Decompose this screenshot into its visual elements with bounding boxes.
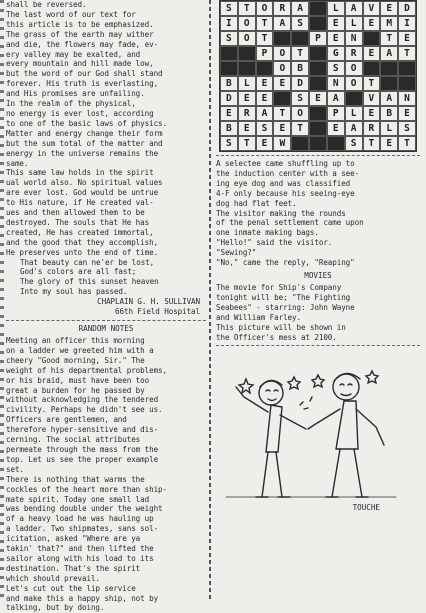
- crossword-letter-cell: E: [238, 91, 256, 106]
- crossword-letter-cell: S: [256, 121, 274, 136]
- crossword-black-cell: [363, 31, 381, 46]
- text-line: The visitor making the rounds: [216, 208, 346, 218]
- crossword-letter-cell: T: [256, 31, 274, 46]
- crossword-letter-cell: A: [273, 16, 291, 31]
- crossword-letter-cell: P: [309, 31, 327, 46]
- crossword-letter-cell: E: [273, 121, 291, 136]
- crossword-black-cell: [309, 61, 327, 76]
- text-line: cockles of the heart more than ship-: [6, 484, 167, 494]
- crossword-letter-cell: E: [327, 16, 345, 31]
- text-line: mate spirit. Today one small lad: [6, 494, 150, 504]
- text-line: ual world also. No spiritual values: [6, 178, 163, 188]
- crossword-letter-cell: E: [363, 16, 381, 31]
- text-line: which should prevail.: [6, 573, 100, 583]
- text-line: created, He has created immortal,: [6, 227, 154, 237]
- text-line: civility. Perhaps he didn't see us.: [6, 405, 163, 415]
- chaplain-paragraph-1: [6, 10, 206, 99]
- crossword-black-cell: [220, 46, 238, 61]
- crossword-letter-cell: S: [220, 1, 238, 16]
- text-line: 4-F only because his seeing-eye: [216, 188, 355, 198]
- right-column: [216, 0, 420, 600]
- crossword-letter-cell: D: [398, 1, 416, 16]
- crossword-letter-cell: O: [238, 31, 256, 46]
- crossword-letter-cell: E: [238, 121, 256, 136]
- crossword-letter-cell: L: [380, 121, 398, 136]
- crossword-letter-cell: A: [345, 1, 363, 16]
- crossword-letter-cell: N: [345, 31, 363, 46]
- text-line: or his braid, must have been too: [6, 375, 150, 385]
- crossword-black-cell: [291, 136, 309, 151]
- chaplain-paragraph-2: [6, 99, 206, 168]
- cartoon-illustration: [216, 357, 406, 505]
- left-column: [6, 0, 206, 613]
- text-line: This picture will be shown in: [216, 322, 346, 332]
- text-line: great a burden for he passed by: [6, 385, 145, 395]
- crossword-letter-cell: T: [256, 16, 274, 31]
- text-line: ing eye dog and was classified: [216, 178, 351, 188]
- crossword-letter-cell: L: [238, 76, 256, 91]
- section-divider: [216, 345, 420, 346]
- crossword-letter-cell: E: [256, 76, 274, 91]
- crossword-letter-cell: V: [363, 1, 381, 16]
- signature-unit: 66th Field Hospital: [115, 307, 200, 317]
- text-line: Let's cut out the lip service: [6, 583, 136, 593]
- crossword-letter-cell: E: [256, 136, 274, 151]
- crossword-letter-cell: A: [256, 106, 274, 121]
- text-line: A selectee came shuffling up to: [216, 159, 355, 168]
- text-line: Officers are gentlemen, and: [6, 415, 127, 425]
- column-divider: [209, 0, 211, 600]
- text-line: permeate through the mass from the: [6, 444, 159, 454]
- crossword-letter-cell: S: [291, 91, 309, 106]
- crossword-black-cell: [309, 16, 327, 31]
- crossword-letter-cell: B: [291, 61, 309, 76]
- movies-heading: MOVIES: [304, 270, 332, 280]
- crossword-letter-cell: S: [291, 16, 309, 31]
- crossword-letter-cell: O: [291, 106, 309, 121]
- crossword-black-cell: [309, 46, 327, 61]
- text-line: The last word of our text for: [6, 9, 136, 19]
- crossword-letter-cell: E: [363, 106, 381, 121]
- crossword-black-cell: [273, 31, 291, 46]
- text-line: takin' that?" and then lifted the: [6, 544, 154, 554]
- crossword-row: [220, 1, 416, 16]
- crossword-letter-cell: S: [220, 31, 238, 46]
- crossword-black-cell: [309, 1, 327, 16]
- crossword-letter-cell: T: [363, 76, 381, 91]
- crossword-row: [220, 46, 416, 61]
- crossword-black-cell: [380, 61, 398, 76]
- text-line: are ever lost. God would be untrue: [6, 188, 159, 198]
- page-edge-perforation: [0, 0, 4, 600]
- text-line: ery valley may be exalted, and: [6, 49, 141, 59]
- crossword-black-cell: [309, 121, 327, 136]
- text-line: and die, the flowers may fade, ev-: [6, 39, 159, 49]
- crossword-letter-cell: L: [345, 106, 363, 121]
- crossword-letter-cell: E: [256, 91, 274, 106]
- crossword-letter-cell: V: [363, 91, 381, 106]
- crossword-letter-cell: T: [398, 136, 416, 151]
- crossword-letter-cell: A: [345, 121, 363, 136]
- text-line: top. Let us see the proper example: [6, 454, 159, 464]
- text-line: God's colors are all fast;: [20, 267, 137, 277]
- text-line: this article is to be emphasized.: [6, 19, 154, 29]
- crossword-letter-cell: E: [380, 1, 398, 16]
- crossword-letter-cell: G: [327, 46, 345, 61]
- crossword-letter-cell: I: [220, 16, 238, 31]
- crossword-letter-cell: I: [398, 16, 416, 31]
- jokes-section: [216, 159, 420, 268]
- crossword-letter-cell: P: [256, 46, 274, 61]
- text-line: sailor along with his load to its: [6, 553, 154, 563]
- poem: [6, 258, 206, 298]
- crossword-black-cell: [327, 136, 345, 151]
- crossword-letter-cell: D: [220, 91, 238, 106]
- text-line: the Officer's mess at 2100.: [216, 332, 337, 342]
- text-line: but the word of our God shall stand: [6, 69, 163, 79]
- text-line: cheery "Good morning, Sir." The: [6, 355, 145, 365]
- text-line: was bending double under the weight: [6, 504, 163, 514]
- crossword-letter-cell: S: [220, 136, 238, 151]
- crossword-letter-cell: B: [220, 121, 238, 136]
- crossword-letter-cell: O: [273, 61, 291, 76]
- text-line: tonight will be; "The Fighting: [216, 292, 351, 302]
- crossword-letter-cell: E: [273, 76, 291, 91]
- text-line: and the good that they accomplish,: [6, 237, 159, 247]
- crossword-letter-cell: W: [273, 136, 291, 151]
- crossword-letter-cell: P: [327, 106, 345, 121]
- crossword-letter-cell: E: [398, 106, 416, 121]
- text-line: forever. His truth is everlasting,: [6, 79, 159, 89]
- text-line: and William Farley.: [216, 312, 301, 322]
- cartoon-caption: TOUCHE: [352, 503, 380, 513]
- text-line: cerning. The social attributes: [6, 435, 141, 445]
- section-divider: [216, 155, 420, 156]
- text-line: talking, but by doing.: [6, 603, 105, 613]
- crossword-letter-cell: S: [345, 136, 363, 151]
- text-line: without acknowledging the tendered: [6, 395, 159, 405]
- crossword-letter-cell: R: [273, 1, 291, 16]
- text-line: same.: [6, 158, 29, 168]
- crossword-letter-cell: T: [363, 136, 381, 151]
- crossword-row: [220, 16, 416, 31]
- crossword-letter-cell: B: [380, 106, 398, 121]
- text-line: The movie for Ship's Company: [216, 282, 342, 292]
- crossword-letter-cell: R: [238, 106, 256, 121]
- crossword-letter-cell: B: [220, 76, 238, 91]
- text-line: and make this a happy ship, not by: [6, 593, 159, 603]
- crossword-letter-cell: R: [363, 121, 381, 136]
- crossword-row: [220, 136, 416, 151]
- crossword-letter-cell: S: [398, 121, 416, 136]
- chaplain-paragraph-3: [6, 168, 206, 257]
- text-line: to one of the basic laws of physics.: [6, 118, 167, 128]
- crossword-black-cell: [309, 136, 327, 151]
- movies-body: [216, 283, 420, 342]
- text-line: every mountain and hill made low,: [6, 59, 154, 69]
- crossword-black-cell: [238, 61, 256, 76]
- crossword-letter-cell: E: [363, 46, 381, 61]
- crossword-row: [220, 31, 416, 46]
- text-line: and His promises are unfailing.: [6, 89, 145, 99]
- text-line: dog had flat feet.: [216, 198, 297, 208]
- text-line: There is nothing that warms the: [6, 474, 145, 484]
- text-line: icitation, asked "Where are ya: [6, 534, 141, 544]
- crossword-black-cell: [398, 61, 416, 76]
- text-line: the induction center with a see-: [216, 168, 360, 178]
- text-line: but the sum total of the matter and: [6, 138, 163, 148]
- crossword-row: [220, 91, 416, 106]
- text-line: energy in the universe remains the: [6, 148, 159, 158]
- text-line: Matter and energy change their form: [6, 128, 163, 138]
- signature-name: CHAPLAIN G. H. SULLIVAN: [97, 297, 200, 307]
- crossword-black-cell: [273, 91, 291, 106]
- crossword-letter-cell: T: [238, 136, 256, 151]
- crossword-letter-cell: O: [256, 1, 274, 16]
- text-line: destroyed. The souls that He has: [6, 217, 150, 227]
- crossword-letter-cell: O: [238, 16, 256, 31]
- crossword-black-cell: [345, 91, 363, 106]
- text-line: "Hello!" said the visitor.: [216, 238, 333, 248]
- crossword-solution-grid: [219, 0, 417, 152]
- text-line: therefore hyper-sensitive and dis-: [6, 425, 159, 435]
- text-line: no energy is ever lost, according: [6, 108, 154, 118]
- section-divider: [6, 320, 206, 321]
- crossword-letter-cell: T: [238, 1, 256, 16]
- text-line: The grass of the earth may wither: [6, 29, 154, 39]
- crossword-letter-cell: A: [327, 91, 345, 106]
- crossword-letter-cell: O: [345, 61, 363, 76]
- text-line: He preserves unto the end of time.: [6, 247, 159, 257]
- text-line: of the penal settlement came upon: [216, 218, 364, 228]
- crossword-black-cell: [363, 61, 381, 76]
- top-line: shall be reversed.: [6, 0, 87, 9]
- crossword-letter-cell: M: [380, 16, 398, 31]
- crossword-black-cell: [309, 76, 327, 91]
- crossword-letter-cell: A: [380, 91, 398, 106]
- text-line: a ladder. Two shipmates, sans sol-: [6, 524, 159, 534]
- text-line: The glory of this sunset heaven: [20, 277, 159, 287]
- crossword-black-cell: [291, 31, 309, 46]
- crossword-letter-cell: E: [398, 31, 416, 46]
- crossword-black-cell: [309, 106, 327, 121]
- crossword-letter-cell: L: [327, 1, 345, 16]
- crossword-letter-cell: L: [345, 16, 363, 31]
- crossword-black-cell: [238, 46, 256, 61]
- text-line: of a heavy load he was hauling up: [6, 514, 154, 524]
- random-notes-heading: RANDOM NOTES: [78, 324, 134, 333]
- crossword-row: [220, 76, 416, 91]
- crossword-letter-cell: E: [220, 106, 238, 121]
- text-line: weight of his departmental problems,: [6, 365, 167, 375]
- crossword-black-cell: [256, 61, 274, 76]
- crossword-letter-cell: E: [327, 31, 345, 46]
- crossword-letter-cell: T: [291, 121, 309, 136]
- text-line: Meeting an officer this morning: [6, 336, 145, 345]
- crossword-letter-cell: N: [398, 91, 416, 106]
- text-line: destination. That's the spirit: [6, 563, 141, 573]
- crossword-letter-cell: S: [327, 61, 345, 76]
- crossword-row: [220, 121, 416, 136]
- crossword-row: [220, 106, 416, 121]
- crossword-letter-cell: A: [291, 1, 309, 16]
- crossword-black-cell: [398, 76, 416, 91]
- text-line: "Sewing?": [216, 248, 257, 258]
- text-line: Into my soul has passed.: [20, 287, 128, 297]
- text-line: one inmate making bags.: [216, 228, 319, 238]
- crossword-letter-cell: E: [380, 136, 398, 151]
- crossword-letter-cell: N: [327, 76, 345, 91]
- text-line: This same law holds in the spirit: [6, 168, 154, 178]
- crossword-letter-cell: R: [345, 46, 363, 61]
- text-line: That beauty can ne'er be lost,: [20, 257, 155, 267]
- crossword-letter-cell: A: [380, 46, 398, 61]
- crossword-row: [220, 61, 416, 76]
- text-line: to His nature, if He created val-: [6, 198, 154, 208]
- crossword-letter-cell: O: [345, 76, 363, 91]
- text-line: In the realm of the physical,: [6, 99, 136, 109]
- crossword-letter-cell: T: [398, 46, 416, 61]
- crossword-black-cell: [220, 61, 238, 76]
- crossword-letter-cell: E: [309, 91, 327, 106]
- text-line: Seabees" - starring: John Wayne: [216, 302, 355, 312]
- crossword-letter-cell: T: [273, 106, 291, 121]
- crossword-letter-cell: T: [380, 31, 398, 46]
- text-line: on a ladder we greeted him with a: [6, 345, 154, 355]
- crossword-letter-cell: T: [291, 46, 309, 61]
- text-line: "No," came the reply, "Reaping": [216, 258, 355, 268]
- crossword-letter-cell: O: [273, 46, 291, 61]
- random-notes-body: [6, 336, 206, 613]
- text-line: set.: [6, 464, 24, 474]
- crossword-black-cell: [380, 76, 398, 91]
- crossword-letter-cell: E: [327, 121, 345, 136]
- text-line: ues and then allowed them to be: [6, 208, 145, 218]
- crossword-letter-cell: D: [291, 76, 309, 91]
